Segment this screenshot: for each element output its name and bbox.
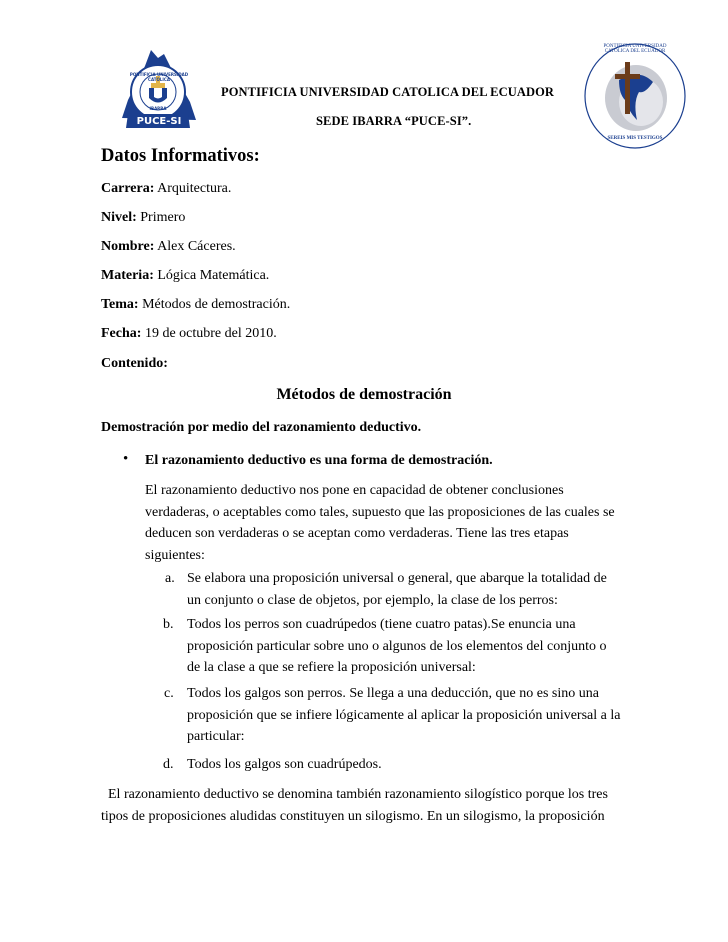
field-fecha (101, 326, 277, 342)
field-value: Métodos de demostración. (138, 297, 291, 312)
paragraph-line: Se elabora una proposición universal o general, que abarque la totalidad de (187, 571, 607, 586)
datos-heading: Datos Informativos: (101, 146, 260, 166)
paragraph-line: deducen son verdaderas o se aceptan como verdaderas. Tiene las tres etapas (145, 526, 569, 541)
contenido-label: Contenido: (101, 356, 168, 371)
field-label: Nombre: (101, 239, 155, 254)
paragraph-line: tipos de proposiciones aludidas constituyen un silogismo. En un silogismo, la proposición (101, 808, 605, 824)
field-label: Fecha: (101, 326, 142, 341)
list-item-b (187, 614, 607, 679)
paragraph-line: Todos los perros son cuadrúpedos (tiene cuatro patas).Se enuncia una (187, 617, 576, 632)
field-materia (101, 268, 269, 284)
list-marker-a: a. (165, 571, 175, 586)
field-value: Alex Cáceres. (154, 239, 236, 254)
paragraph-line: proposición particular sobre uno o algunos de los elementos del conjunto o (187, 638, 607, 654)
field-label: Materia: (101, 268, 154, 283)
paragraph-line: siguientes: (145, 547, 205, 563)
field-nombre (101, 239, 236, 255)
field-label: Carrera: (101, 181, 155, 196)
field-value: 19 de octubre del 2010. (141, 326, 277, 341)
paragraph-line: Todos los galgos son perros. Se llega a una deducción, que no es sino una (187, 686, 599, 701)
list-marker-b: b. (163, 617, 174, 632)
left-logo-banner: PUCE-SI (136, 116, 182, 127)
left-logo-ring-text: PONTIFICIA UNIVERSIDAD CATOLICA (129, 72, 189, 82)
paragraph-line: proposición que se infiere lógicamente al aplicar la proposición universal a la (187, 707, 621, 723)
right-logo-motto: SEREIS MIS TESTIGOS (607, 136, 663, 141)
section-heading: Demostración por medio del razonamiento deductivo. (101, 420, 422, 435)
field-value: Lógica Matemática. (153, 268, 270, 283)
left-logo-city-text: IBARRA (149, 106, 167, 111)
paragraph-line: El razonamiento deductivo se denomina también razonamiento silogístico porque los tres (101, 787, 608, 802)
list-marker-d: d. (163, 757, 174, 772)
puce-ecuador-seal (583, 42, 687, 150)
bullet-heading: El razonamiento deductivo es una forma de demostración. (145, 453, 493, 468)
field-value: Primero (136, 210, 186, 225)
bullet-marker: • (123, 451, 129, 467)
list-item-d (187, 754, 382, 776)
field-label: Nivel: (101, 210, 137, 225)
field-tema (101, 297, 290, 313)
closing-paragraph (101, 784, 608, 827)
field-carrera (101, 181, 231, 197)
list-marker-c: c. (164, 686, 174, 701)
list-item-c (187, 683, 620, 748)
right-logo-ring-text: PONTIFICIA UNIVERSIDAD CATOLICA DEL ECUADOR (603, 44, 667, 54)
paragraph-line: un conjunto o clase de objetos, por ejemplo, la clase de los perros: (187, 592, 558, 608)
field-nivel (101, 210, 185, 226)
intro-paragraph (145, 480, 665, 566)
paragraph-line: El razonamiento deductivo nos pone en capacidad de obtener conclusiones (145, 483, 564, 498)
field-label: Tema: (101, 297, 139, 312)
campus-name: SEDE IBARRA “PUCE-SI”. (316, 114, 472, 128)
paragraph-line: Todos los galgos son cuadrúpedos. (187, 757, 382, 772)
field-value: Arquitectura. (154, 181, 232, 196)
university-name: PONTIFICIA UNIVERSIDAD CATOLICA DEL ECUADOR (221, 85, 555, 99)
paragraph-line: particular: (187, 729, 245, 744)
paragraph-line: de la clase a que se refiere la proposición universal: (187, 660, 476, 675)
paragraph-line: verdaderas, o aceptables como tales, supuesto que las proposiciones de las cuales se (145, 504, 615, 520)
puce-si-logo (118, 44, 200, 136)
list-item-a (187, 568, 607, 611)
section-title: Métodos de demostración (276, 386, 452, 403)
